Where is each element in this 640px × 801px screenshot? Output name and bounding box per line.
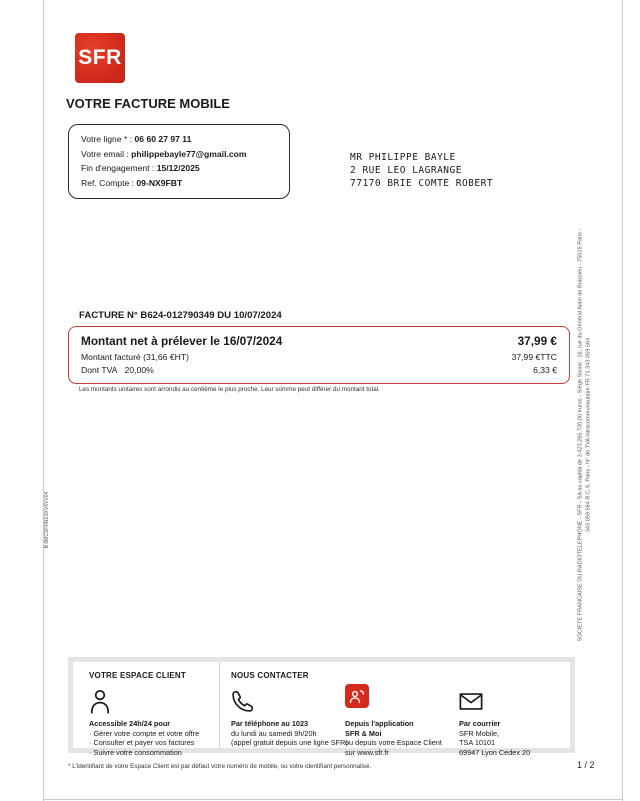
amount-invoiced-value: 37,99 €TTC (511, 352, 557, 362)
amount-vat-value: 6,33 € (533, 365, 557, 375)
footnote-identifier: * L'identifiant de votre Espace Client est par défaut votre numéro de mobile, ou votre identifiant personnalisé. (68, 763, 372, 770)
amount-invoiced-label: Montant facturé (31,66 €HT) (81, 352, 189, 362)
rounding-note: Les montants unitaires sont arrondis au centième le plus proche. Leur somme peut différer du montant total. (79, 386, 380, 393)
document-reference-code: B 6MCSFRN1SXV6VV04 (44, 491, 50, 549)
amount-row-vat (81, 365, 557, 375)
espace-client-bullet-1: · Gérer votre compte et votre offre (89, 728, 200, 738)
legal-line-2: 343 059 564 R.C.S. Paris - N° de TVA intracommunautaire FR 71 343 059 564 (585, 337, 591, 533)
account-info-box (68, 124, 290, 199)
espace-client-text (89, 719, 199, 757)
mail-line-2: SFR Mobile, (459, 728, 500, 738)
page-border-bottom (43, 799, 622, 800)
account-line-phone-value: 06 60 27 97 11 (134, 134, 192, 144)
sfr-logo-text: SFR (78, 46, 122, 69)
account-line-ref-label: Ref. Compte : (81, 177, 137, 188)
page-border-right (622, 0, 623, 801)
app-line-2: SFR & Moi (345, 728, 382, 738)
app-line-3: ou depuis votre Espace Client (345, 738, 442, 748)
person-icon (89, 688, 111, 714)
app-line-4: sur www.sfr.fr (345, 747, 389, 757)
mail-line-3: TSA 10101 (459, 738, 496, 748)
espace-client-section (89, 671, 219, 757)
espace-client-intro: Accessible 24h/24 pour (89, 719, 171, 728)
account-line-engagement (81, 161, 277, 176)
amount-main-value: 37,99 € (517, 334, 557, 348)
page-title: VOTRE FACTURE MOBILE (66, 96, 230, 111)
account-line-email-value: philippebayle77@gmail.com (131, 148, 247, 159)
amount-summary-box (68, 326, 570, 384)
espace-client-bullet-2: · Consulter et payer vos factures (89, 738, 195, 748)
account-line-engagement-label: Fin d'engagement : (81, 163, 157, 173)
phone-line-2: du lundi au samedi 9h/20h (231, 728, 317, 738)
invoice-number-header: FACTURE N° B624-012790349 DU 10/07/2024 (79, 310, 282, 321)
account-line-phone (81, 132, 277, 147)
phone-icon (231, 688, 254, 714)
account-line-engagement-value: 15/12/2025 (156, 163, 200, 173)
account-line-ref-value: 09-NX9FBT (136, 177, 183, 188)
amount-main-label: Montant net à prélever le 16/07/2024 (81, 334, 283, 348)
account-line-ref (81, 176, 277, 191)
espace-client-title: VOTRE ESPACE CLIENT (89, 671, 186, 680)
amount-vat-label: Dont TVA 20,00% (81, 365, 154, 375)
app-line-1: Depuis l'application (345, 719, 414, 728)
contact-title: NOUS CONTACTER (231, 671, 309, 680)
sfr-moi-app-icon (345, 683, 369, 709)
footer-column-divider (219, 662, 220, 748)
envelope-icon (459, 688, 483, 714)
recipient-address (350, 151, 493, 190)
mail-line-4: 69947 Lyon Cedex 20 (459, 747, 531, 757)
account-line-phone-label: Votre ligne * : (81, 134, 135, 144)
amount-row-invoiced (81, 352, 557, 362)
contact-footer-panel (68, 657, 575, 757)
amount-row-main (81, 334, 557, 348)
legal-line-1: SOCIETE FRANCAISE DU RADIOTELEPHONE - SFR - SA au capital de 3.423.265.720,00 euros - Siège Social : 16, rue du Général Alain de Boissieu - 75015 Paris - (577, 228, 584, 642)
sfr-logo (75, 33, 125, 83)
mail-line-1: Par courrier (459, 719, 501, 728)
phone-line-3: (appel gratuit depuis une ligne SFR) (231, 738, 348, 748)
espace-client-bullet-3: · Suivre votre consommation (89, 747, 182, 757)
phone-line-1: Par téléphone au 1023 (231, 719, 309, 728)
contact-app-text (345, 719, 442, 757)
contact-mail-text (459, 719, 530, 757)
recipient-city: 77170 BRIE COMTE ROBERT (350, 178, 494, 189)
account-line-email-label: Votre email : (81, 148, 132, 159)
page-number: 1 / 2 (577, 760, 595, 770)
account-line-email (81, 147, 277, 162)
legal-company-info (578, 229, 593, 642)
contact-phone-section (231, 671, 348, 748)
recipient-name: MR PHILIPPE BAYLE (350, 152, 456, 163)
contact-phone-text (231, 719, 348, 748)
recipient-street: 2 RUE LEO LAGRANGE (350, 165, 462, 176)
page-border-left (43, 0, 44, 801)
